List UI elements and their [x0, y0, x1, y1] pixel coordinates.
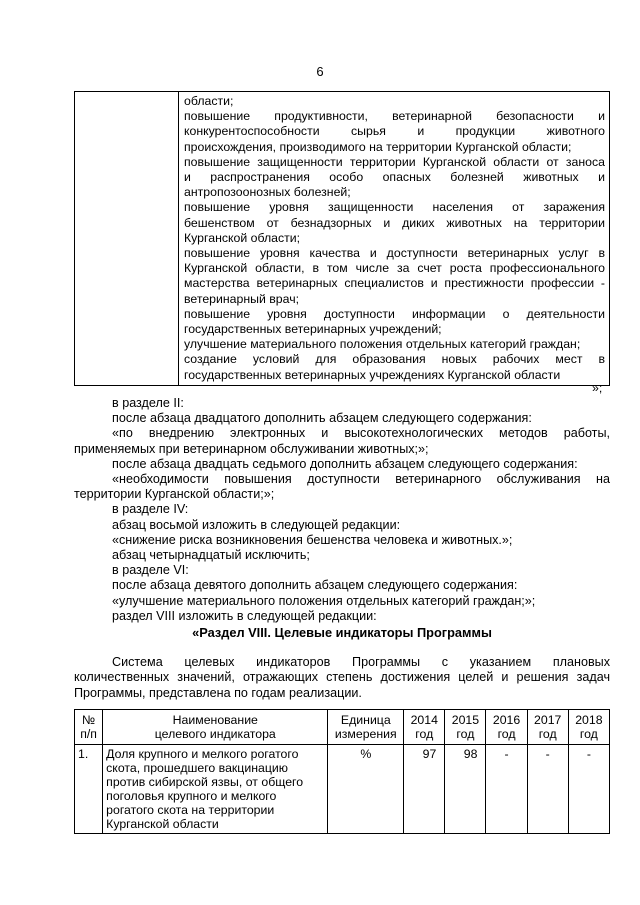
- table-cell-empty: [75, 92, 179, 386]
- goals-line: государственных ветеринарных учреждениях Курганской области: [184, 367, 561, 382]
- indicator-unit: %: [328, 745, 404, 834]
- goals-line: происхождения, производимого на территории Курганской области;: [184, 139, 572, 154]
- header-unit: Единица измерения: [328, 710, 404, 745]
- goals-line: Курганской области;: [184, 230, 301, 245]
- goals-line: Курганской области, в том числе за счет роста профессионального: [184, 261, 605, 276]
- closing-quote: »;: [592, 381, 603, 395]
- quote-line: «по внедрению электронных и высокотехнологических методов работы,: [112, 426, 610, 441]
- goals-text-cell: [179, 92, 610, 386]
- indicator-name: Доля крупного и мелкого рогатого скота, прошедшего вакцинацию против сибирской язвы, от общего поголовья крупного и мелкого рогатого скота на территории Курганской области: [103, 745, 328, 834]
- value-2018: -: [568, 745, 609, 834]
- paragraph: после абзаца девятого дополнить абзацем следующего содержания:: [112, 578, 518, 593]
- value-2014: 97: [404, 745, 445, 834]
- paragraph: абзац восьмой изложить в следующей редакции:: [112, 517, 401, 532]
- goals-line: создание условий для образования новых рабочих мест в: [184, 352, 605, 367]
- header-name: Наименование целевого индикатора: [103, 710, 328, 745]
- value-2015: 98: [445, 745, 486, 834]
- paragraph: абзац четырнадцатый исключить;: [112, 548, 310, 563]
- table-row: [75, 745, 610, 834]
- header-num: № п/п: [75, 710, 103, 745]
- section-vi-label: в разделе VI:: [112, 563, 189, 578]
- paragraph: раздел VIII изложить в следующей редакции:: [112, 608, 377, 623]
- goals-table-continuation: [74, 91, 610, 386]
- goals-line: повышение уровня защищенности населения от заражения: [184, 200, 605, 215]
- quote-line: территории Курганской области;»;: [74, 487, 275, 502]
- header-2015: 2015 год: [445, 710, 486, 745]
- table-header-row: [75, 710, 610, 745]
- amendments-text: [74, 396, 610, 701]
- indicators-table: [74, 709, 610, 834]
- quote-line: «снижение риска возникновения бешенства человека и животных.»;: [112, 532, 513, 547]
- goals-line: антропозоонозных болезней;: [184, 185, 351, 200]
- paragraph: после абзаца двадцатого дополнить абзацем следующего содержания:: [112, 411, 532, 426]
- goals-line: и распространения особо опасных болезней животных и: [184, 170, 605, 185]
- goals-line: области;: [184, 94, 234, 108]
- system-line: Система целевых индикаторов Программы с указанием плановых: [112, 655, 610, 670]
- value-2016: -: [486, 745, 527, 834]
- goals-line: мастерства ветеринарных специалистов и престижности профессии -: [184, 276, 605, 291]
- goals-line: государственных ветеринарных учреждений;: [184, 322, 442, 337]
- section-ii-label: в разделе II:: [112, 396, 184, 410]
- section-iv-label: в разделе IV:: [112, 502, 189, 517]
- goals-line: ветеринарный врач;: [184, 291, 300, 306]
- table-row: [75, 92, 610, 386]
- system-line: Программы, представлена по годам реализации.: [74, 685, 362, 700]
- goals-line: конкурентоспособности сырья и продукции животного: [184, 124, 605, 139]
- goals-line: повышение защищенности территории Курганской области от заноса: [184, 154, 605, 169]
- paragraph: после абзаца двадцать седьмого дополнить абзацем следующего содержания:: [112, 456, 578, 471]
- page-number: 6: [316, 64, 324, 79]
- header-2014: 2014 год: [404, 710, 445, 745]
- goals-line: улучшение материального положения отдельных категорий граждан;: [184, 337, 581, 352]
- value-2017: -: [527, 745, 568, 834]
- header-2017: 2017 год: [527, 710, 568, 745]
- goals-line: повышение уровня качества и доступности ветеринарных услуг в: [184, 246, 605, 261]
- quote-line: применяемых при ветеринарном обслуживании животных;»;: [74, 441, 429, 456]
- header-2018: 2018 год: [568, 710, 609, 745]
- goals-line: повышение продуктивности, ветеринарной безопасности и: [184, 109, 605, 124]
- system-line: количественных значений, отражающих степень достижения целей и решения задач: [74, 670, 610, 685]
- goals-line: бешенством от безнадзорных и диких животных на территории: [184, 215, 605, 230]
- quote-line: «улучшение материального положения отдельных категорий граждан;»;: [112, 593, 536, 608]
- header-2016: 2016 год: [486, 710, 527, 745]
- quote-line: «необходимости повышения доступности ветеринарного обслуживания на: [112, 472, 610, 487]
- goals-line: повышение уровня доступности информации о деятельности: [184, 306, 605, 321]
- section-heading: «Раздел VIII. Целевые индикаторы Программы: [192, 625, 492, 641]
- row-number: 1.: [75, 745, 103, 834]
